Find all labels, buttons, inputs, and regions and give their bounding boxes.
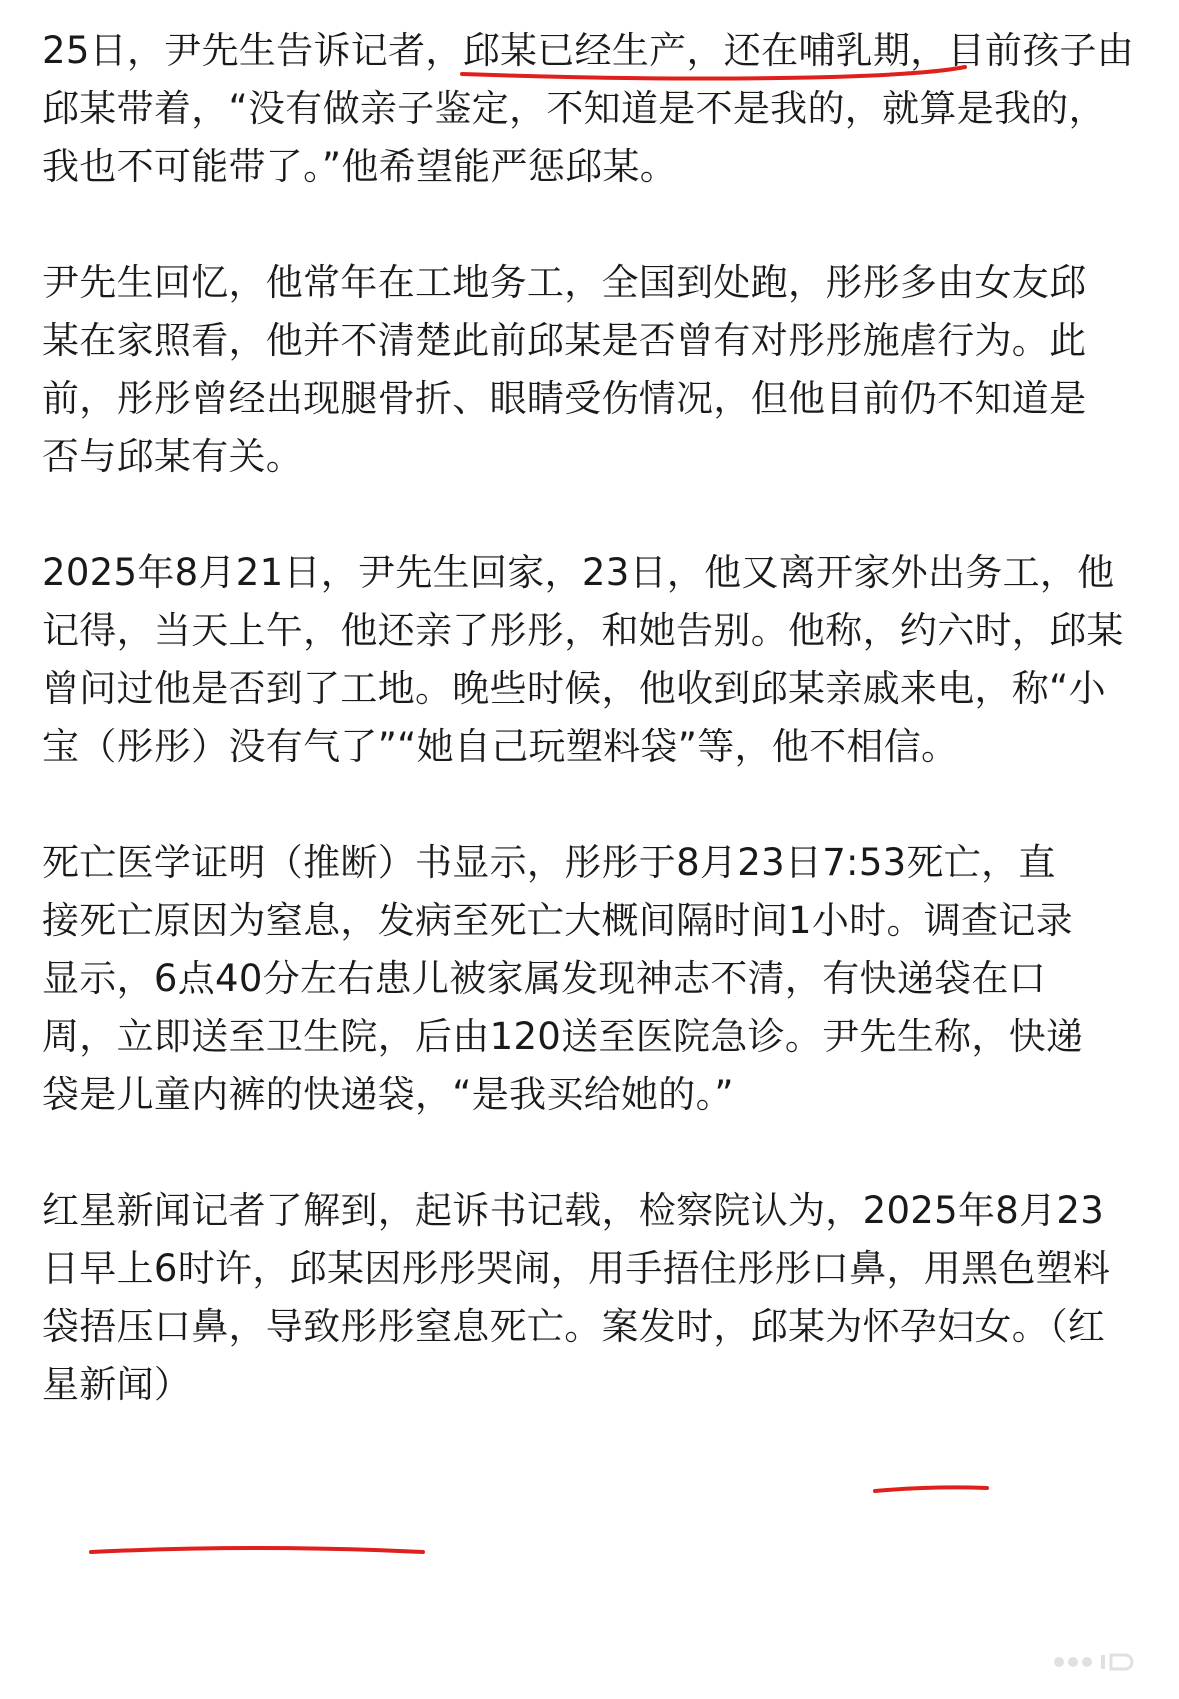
highlight-pregnant — [602, 1305, 1050, 1348]
highlight-pregnant-text: 案发时，邱某为怀孕妇女。 — [601, 1305, 1050, 1348]
highlight-postpartum — [463, 29, 948, 72]
paragraph-5-lead: 红星新闻记者了解到，起诉书记载，检察院认为，2025年8月23日早上6时许，邱某因彤彤哭闹，用手捂住彤彤口鼻，用黑色塑料袋捂压口鼻，导致彤彤窒息死亡。 — [42, 1189, 1111, 1348]
article-body — [42, 22, 1142, 1414]
red-underline-mark — [88, 1540, 426, 1562]
paragraph-2: 尹先生回忆，他常年在工地务工，全国到处跑，彤彤多由女友邱某在家照看，他并不清楚此前邱某是否曾有对彤彤施虐行为。此前，彤彤曾经出现腿骨折、眼睛受伤情况，但他目前仍不知道是否与邱某有关。 — [42, 261, 1087, 478]
red-underline-mark — [872, 1478, 990, 1496]
paragraph-1 — [42, 22, 1137, 196]
paragraph-4: 死亡医学证明（推断）书显示，彤彤于8月23日7:53死亡，直接死亡原因为窒息，发病至死亡大概间隔时间1小时。调查记录显示，6点40分左右患儿被家属发现神志不清，有快递袋在口周，立即送至卫生院，后由120送至医院急诊。尹先生称，快递袋是儿童内裤的快递袋，“是我买给她的。” — [42, 841, 1084, 1116]
paragraph-5-source: （红星新闻） — [42, 1305, 1106, 1406]
paragraph-5 — [42, 1182, 1137, 1414]
paragraph-3: 2025年8月21日，尹先生回家，23日，他又离开家外出务工，他记得，当天上午，他还亲了彤彤，和她告别。他称，约六时，邱某曾问过他是否到了工地。晚些时候，他收到邱某亲戚来电，称“小宝（彤彤）没有气了”“她自己玩塑料袋”等，他不相信。 — [42, 551, 1124, 768]
paragraph-1-rest: 目前孩子由邱某带着，“没有做亲子鉴定，不知道是不是我的，就算是我的，我也不可能带了。”他希望能严惩邱某。 — [42, 29, 1135, 188]
paragraph-1-lead: 25日，尹先生告诉记者， — [42, 29, 463, 72]
highlight-postpartum-text: 邱某已经生产，还在哺乳期， — [462, 29, 948, 72]
weibo-watermark-icon — [1051, 1651, 1139, 1673]
